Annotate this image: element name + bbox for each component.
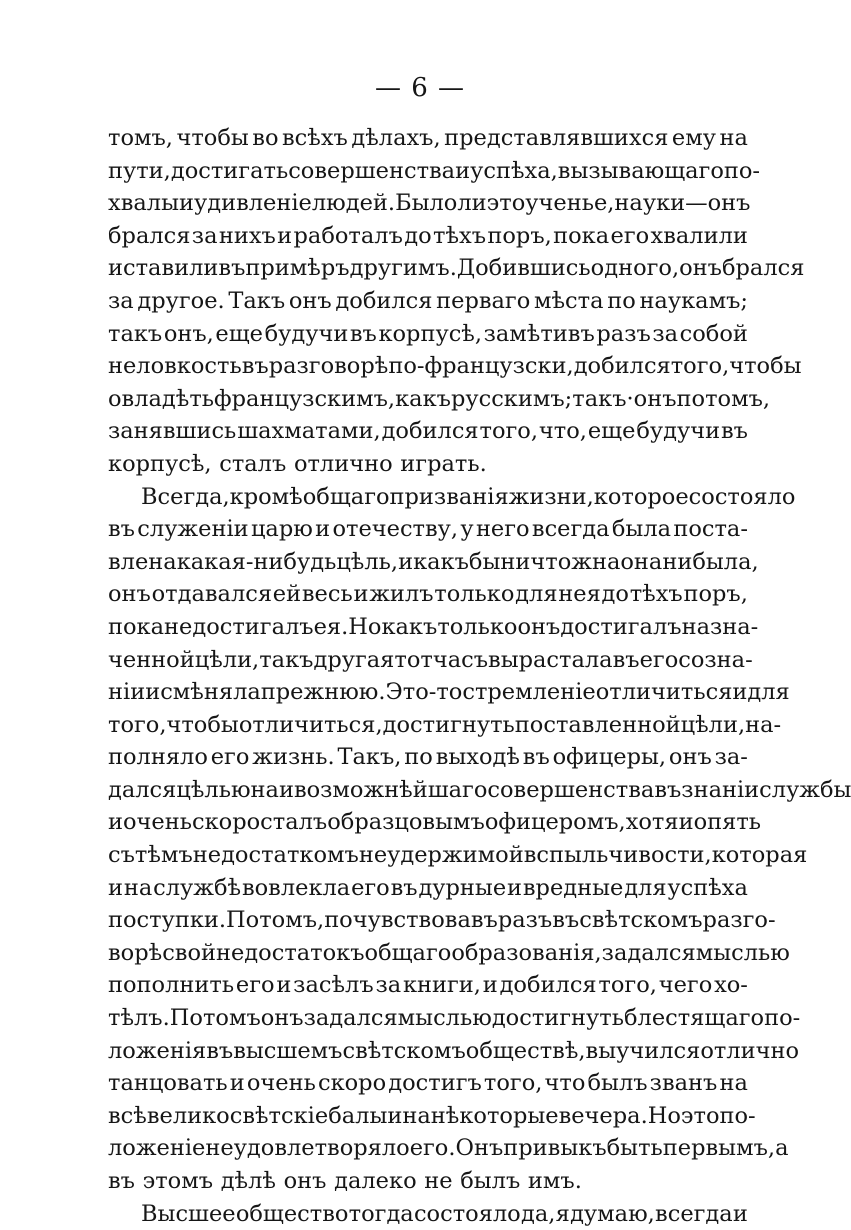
text-line: хвалы и удивленіе людей. Было ли это ученье, науки—онъ: [108, 190, 751, 217]
text-line: и очень скоро сталъ образцовымъ офицеромъ, хотя и опять: [108, 809, 762, 836]
text-line: поступки. Потомъ, почувствовавъ разъ въ свѣтскомъ разго-: [108, 907, 776, 934]
text-line: танцовать и очень скоро достигъ того, что былъ званъ на: [108, 1070, 748, 1097]
text-line: онъ отдавался ей весь и жилъ только для нея до тѣхъ поръ,: [108, 581, 748, 608]
text-line: ложеніе не удовлетворяло его. Онъ привыкъ быть первымъ, а: [108, 1135, 789, 1162]
text-line: тѣлъ. Потомъ онъ задался мыслью достигнуть блестящаго по-: [108, 1005, 801, 1032]
text-line: брался за нихъ и работалъ до тѣхъ поръ, пока его хвалили: [108, 222, 748, 249]
text-line: ніи и смѣняла прежнюю. Это-то стремленіе отличиться и для: [108, 679, 790, 706]
text-line: корпусѣ, сталъ отлично играть.: [108, 450, 487, 477]
paragraph: [108, 122, 805, 481]
body-text: [108, 122, 851, 1230]
text-line: пути, достигать совершенства и успѣха, вызывающаго по-: [108, 157, 761, 184]
text-line: и ставили въ примѣръ другимъ. Добившись одного, онъ брался: [108, 255, 805, 282]
page-number: — 6 —: [374, 73, 466, 103]
text-line: ченной цѣли, такъ другая тотчасъ вырастала въ его созна-: [108, 646, 753, 673]
text-line: съ тѣмъ недостаткомъ неудержимой вспыльчивости, которая: [108, 842, 808, 869]
text-line: того, чтобы отличиться, достигнуть поставленной цѣли, на-: [108, 711, 782, 738]
text-line: полняло его жизнь. Такъ, по выходѣ въ офицеры, онъ за-: [108, 744, 748, 771]
text-line: томъ, чтобы во всѣхъ дѣлахъ, представлявшихся ему на: [108, 125, 748, 151]
text-line: занявшись шахматами, добился того, что, еще будучи въ: [108, 418, 748, 445]
text-line: Всегда, кромѣ общаго призванія жизни, которое состояло: [141, 483, 796, 510]
text-line: всѣ великосвѣтскіе балы и на нѣкоторые вечера. Но это по-: [108, 1102, 756, 1129]
text-line: за другое. Такъ онъ добился перваго мѣста по наукамъ;: [108, 287, 748, 314]
paragraph: [108, 1198, 748, 1230]
text-line: влена какая-нибудь цѣль, и какъ бы ничтожна она ни была,: [108, 548, 759, 575]
text-line: неловкость въ разговорѣ по-французски, добился того, чтобы: [108, 353, 802, 380]
text-line: въ этомъ дѣлѣ онъ далеко не былъ имъ.: [108, 1168, 582, 1194]
text-line: такъ онъ, еще будучи въ корпусѣ, замѣтивъ разъ за собой: [108, 320, 748, 347]
text-line: ложенія въ высшемъ свѣтскомъ обществѣ, выучился отлично: [108, 1037, 800, 1064]
paragraph: [108, 481, 851, 1198]
text-line: пока не достигалъ ея. Но какъ только онъ достигалъ назна-: [108, 613, 759, 640]
text-line: овладѣть французскимъ, какъ русскимъ; такъ · онъ потомъ,: [108, 385, 771, 412]
text-line: пополнить его и засѣлъ за книги, и добился того, чего хо-: [108, 972, 748, 999]
text-line: Высшее общество тогда состояло да, я думаю, всегда и: [141, 1200, 748, 1227]
text-line: и на службѣ вовлекла его въ дурные и вредные для успѣха: [108, 874, 748, 901]
text-line: дался цѣлью наивозможнѣйшаго совершенства въ знаніи службы: [108, 776, 851, 803]
text-line: въ служеніи царю и отечеству, у него всегда была поста-: [108, 516, 748, 543]
text-line: ворѣ свой недостатокъ общаго образованія, задался мыслью: [108, 939, 790, 966]
